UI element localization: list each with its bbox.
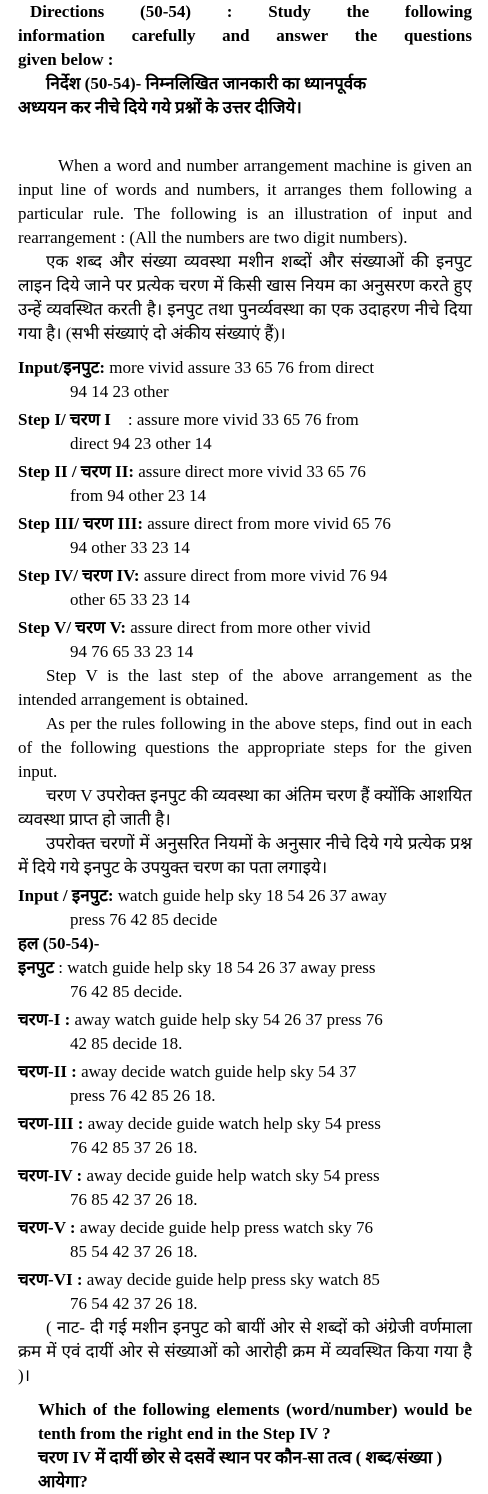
step-label: Step II / चरण II:: [18, 462, 135, 481]
step-label: Step III/ चरण III:: [18, 514, 143, 533]
step-continuation: 94 14 23 other: [70, 382, 169, 401]
note-english-1: Step V is the last step of the above arrangement as the intended arrangement is obtained.: [18, 666, 472, 709]
directions-hindi-line-1: निर्देश (50-54)- निम्नलिखित जानकारी का ध्यानपूर्वक: [46, 74, 367, 93]
solution-label: इनपुट: [18, 958, 55, 977]
directions-hindi-line-2: अध्ययन कर नीचे दिये गये प्रश्नों के उत्तर दीजिये।: [18, 98, 302, 117]
note-hindi-2: उपरोक्त चरणों में अनुसरित नियमों के अनुसार नीचे दिये गये प्रत्येक प्रश्न में दिये गये इनपुट के उपयुक्त चरण का पता लगाइये।: [18, 834, 472, 877]
solution-continuation: 42 85 decide 18.: [70, 1034, 183, 1053]
solution-continuation: 76 85 42 37 26 18.: [70, 1190, 198, 1209]
solution-text: away decide guide help press watch sky 76: [75, 1218, 374, 1237]
directions-line-3: given below :: [18, 50, 114, 69]
solution-label: चरण-III :: [18, 1114, 84, 1133]
step-label: Step V/ चरण V:: [18, 618, 126, 637]
directions-line-2: information carefully and answer the questions: [18, 26, 472, 45]
example-step-3: [18, 512, 472, 560]
question-hindi: चरण IV में दायीं छोर से दसवें स्थान पर कौन-सा तत्व ( शब्द/संख्या ) आयेगा?: [38, 1448, 443, 1491]
step-continuation: 94 76 65 33 23 14: [70, 642, 194, 661]
solution-continuation: 76 42 85 37 26 18.: [70, 1138, 198, 1157]
step-text: assure direct from more vivid 76 94: [139, 566, 388, 585]
solution-step-4: [18, 1164, 472, 1212]
solution-continuation: 85 54 42 37 26 18.: [70, 1242, 198, 1261]
solution-step-3: [18, 1112, 472, 1160]
step-text: assure direct from more vivid 65 76: [142, 514, 391, 533]
solution-title: हल (50-54)-: [18, 934, 100, 953]
solution-text: away decide guide help press sky watch 85: [82, 1270, 380, 1289]
intro-english: When a word and number arrangement machine is given an input line of words and numbers, it arranges them following a particular rule. The following is an illustration of input and rearrangement : (All the numbers are two digit numbers).: [18, 156, 472, 247]
step-text: assure direct more vivid 33 65 76: [134, 462, 366, 481]
solution-label: चरण-V :: [18, 1218, 76, 1237]
given-input: [18, 884, 472, 932]
solution-label: चरण-I :: [18, 1010, 71, 1029]
step-text: : assure more vivid 33 65 76 from: [110, 410, 359, 429]
solution-step-1: [18, 1008, 472, 1056]
directions-line-1: Directions (50-54) : Study the following: [30, 2, 472, 21]
solution-input: [18, 956, 472, 1004]
input-label: Input / इनपुट:: [18, 886, 114, 905]
solution-text: away decide guide watch help sky 54 press: [83, 1114, 381, 1133]
step-continuation: from 94 other 23 14: [70, 486, 206, 505]
directions-heading: [18, 0, 472, 24]
step-continuation: other 65 33 23 14: [70, 590, 190, 609]
example-step-4: [18, 564, 472, 612]
solution-continuation: 76 42 85 decide.: [70, 982, 183, 1001]
input-continuation: press 76 42 85 decide: [70, 910, 218, 929]
solution-continuation: 76 54 42 37 26 18.: [70, 1294, 198, 1313]
solution-label: चरण-II :: [18, 1062, 77, 1081]
solution-continuation: press 76 42 85 26 18.: [70, 1086, 216, 1105]
solution-step-2: [18, 1060, 472, 1108]
step-label: Input/इनपुट:: [18, 358, 106, 377]
note-english-2: As per the rules following in the above steps, find out in each of the following questions the appropriate steps for the given input.: [18, 714, 472, 781]
step-text: assure direct from more other vivid: [125, 618, 371, 637]
example-step-1: [18, 408, 472, 456]
step-continuation: direct 94 23 other 14: [70, 434, 212, 453]
solution-text: away watch guide help sky 54 26 37 press 76: [70, 1010, 383, 1029]
step-label: Step IV/ चरण IV:: [18, 566, 140, 585]
solution-step-6: [18, 1268, 472, 1316]
step-continuation: 94 other 33 23 14: [70, 538, 190, 557]
input-text: watch guide help sky 18 54 26 37 away: [113, 886, 387, 905]
question-english: Which of the following elements (word/number) would be tenth from the right end in the Step IV ?: [38, 1400, 472, 1443]
example-step-5: [18, 616, 472, 664]
step-text: more vivid assure 33 65 76 from direct: [105, 358, 375, 377]
solution-text: : watch guide help sky 18 54 26 37 away press: [54, 958, 376, 977]
solution-text: away decide watch guide help sky 54 37: [76, 1062, 357, 1081]
solution-text: away decide guide help watch sky 54 press: [82, 1166, 380, 1185]
intro-hindi: एक शब्द और संख्या व्यवस्था मशीन शब्दों और संख्याओं की इनपुट लाइन दिये जाने पर प्रत्येक चरण में किसी खास नियम का अनुसरण करते हुए उन्हें व्यवस्थित करती है। इनपुट तथा पुनर्व्यवस्था का एक उदाहरण नीचे दिया गया है। (सभी संख्याएं दो अंकीय संख्याएं हैं)।: [18, 252, 472, 343]
note-hindi-1: चरण V उपरोक्त इनपुट की व्यवस्था का अंतिम चरण हैं क्योंकि आशयित व्यवस्था प्राप्त हो जाती है।: [18, 786, 472, 829]
step-label: Step I/ चरण I: [18, 410, 111, 429]
solution-label: चरण-IV :: [18, 1166, 83, 1185]
solution-label: चरण-VI :: [18, 1270, 83, 1289]
example-input: [18, 356, 472, 404]
solution-note: ( नाट- दी गई मशीन इनपुट को बायीं ओर से शब्दों को अंग्रेजी वर्णमाला क्रम में एवं दायीं ओर से संख्याओं को आरोही क्रम में व्यवस्थित किया गया है )।: [18, 1318, 472, 1385]
solution-step-5: [18, 1216, 472, 1264]
example-step-2: [18, 460, 472, 508]
